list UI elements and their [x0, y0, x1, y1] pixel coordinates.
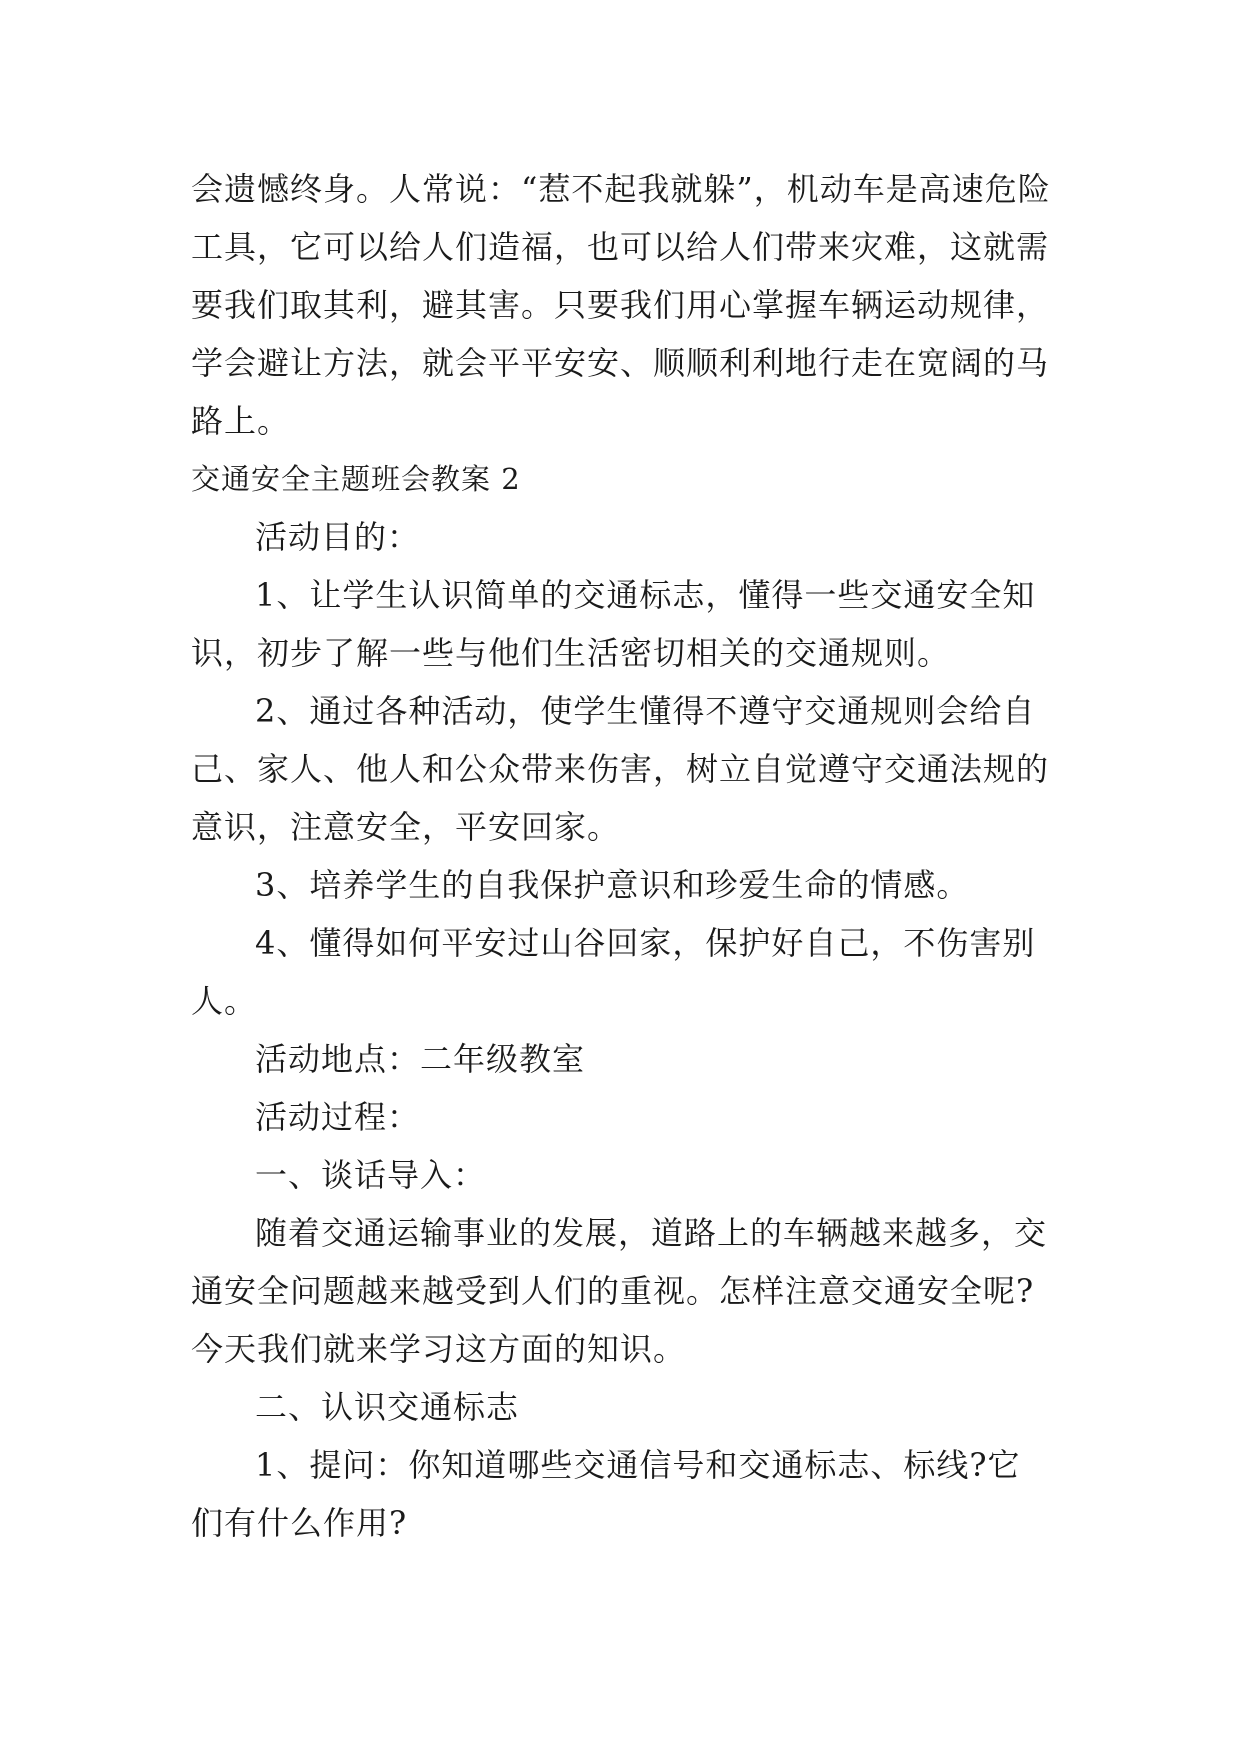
paragraph-goal-2: 2、通过各种活动，使学生懂得不遵守交通规则会给自己、家人、他人和公众带来伤害，树立自觉遵守交通法规的意识，注意安全，平安回家。 — [191, 692, 1050, 846]
paragraph-step-2-question: 1、提问：你知道哪些交通信号和交通标志、标线?它们有什么作用? — [191, 1446, 1021, 1542]
paragraph-step-1-title: 一、谈话导入： — [255, 1156, 487, 1194]
paragraph-goal-3: 3、培养学生的自我保护意识和珍爱生命的情感。 — [255, 866, 970, 904]
paragraph-step-2-title: 二、认识交通标志 — [255, 1388, 520, 1426]
paragraph-goal-1: 1、让学生认识简单的交通标志，懂得一些交通安全知识，初步了解一些与他们生活密切相关的交通规则。 — [191, 576, 1036, 672]
paragraph-activity-process-label: 活动过程： — [255, 1098, 421, 1136]
paragraph-activity-goal-label: 活动目的： — [255, 518, 421, 556]
paragraph-goal-4: 4、懂得如何平安过山谷回家，保护好自己，不伤害别人。 — [191, 924, 1036, 1020]
section-heading: 交通安全主题班会教案 2 — [191, 462, 521, 496]
document-body — [191, 160, 1051, 1552]
paragraph-activity-location: 活动地点：二年级教室 — [255, 1040, 586, 1078]
paragraph-continuation: 会遗憾终身。人常说：“惹不起我就躲”，机动车是高速危险工具，它可以给人们造福，也可以给人们带来灾难，这就需要我们取其利，避其害。只要我们用心掌握车辆运动规律，学会避让方法，就会平平安安、顺顺利利地行走在宽阔的马路上。 — [191, 170, 1051, 440]
paragraph-step-1-body: 随着交通运输事业的发展，道路上的车辆越来越多，交通安全问题越来越受到人们的重视。怎样注意交通安全呢?今天我们就来学习这方面的知识。 — [191, 1214, 1048, 1368]
